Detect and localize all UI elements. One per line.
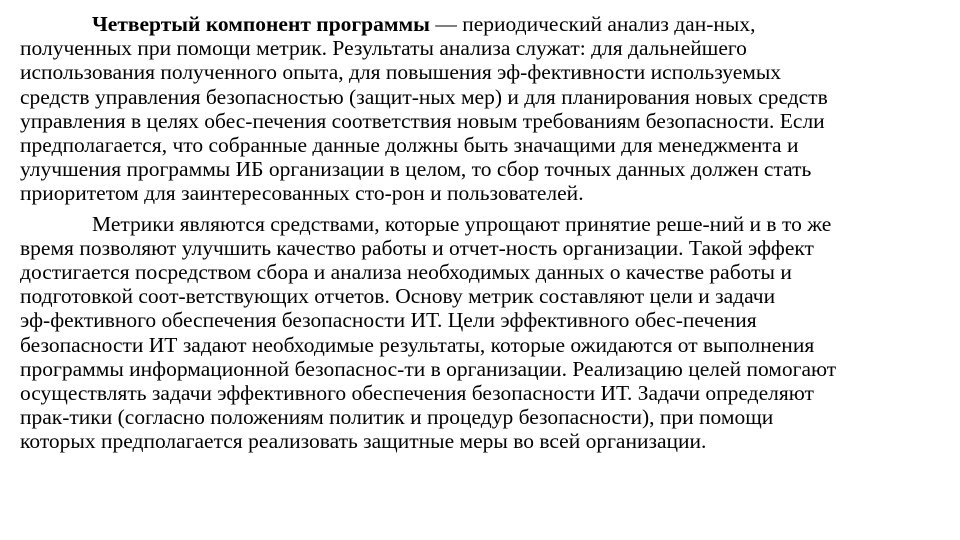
paragraph-line: программы информационной безопаснос-ти в организации. Реализацию целей помогают: [20, 356, 837, 381]
paragraph-line: подготовкой соот-ветствующих отчетов. Основу метрик составляют цели и задачи: [20, 284, 776, 309]
bold-lead-term: Четвертый компонент программы: [92, 12, 430, 36]
paragraph-line: осуществлять задачи эффективного обеспечения безопасности ИТ. Задачи определяют: [20, 381, 814, 406]
paragraph-line: которых предполагается реализовать защитные меры во всей организации.: [20, 429, 707, 454]
paragraph-metrics: [20, 212, 940, 454]
paragraph-line: предполагается, что собранные данные должны быть значащими для менеджмента и: [20, 133, 799, 158]
paragraph-line: приоритетом для заинтересованных сто-рон и пользователей.: [20, 181, 584, 206]
paragraph-line: прак-тики (согласно положениям политик и процедур безопасности), при помощи: [20, 405, 774, 430]
paragraph-line: эф-фективного обеспечения безопасности ИТ. Цели эффективного обес-печения: [20, 308, 757, 333]
paragraph-line: достигается посредством сбора и анализа необходимых данных о качестве работы и: [20, 260, 792, 285]
paragraph-line: полученных при помощи метрик. Результаты анализа служат: для дальнейшего: [20, 36, 747, 61]
paragraph-line: средств управления безопасностью (защит-ных мер) и для планирования новых средств: [20, 84, 828, 109]
paragraph-fourth-component: [20, 12, 940, 206]
document-page: [20, 12, 940, 454]
paragraph-line: управления в целях обес-печения соответствия новым требованиям безопасности. Если: [20, 108, 825, 133]
paragraph-line: безопасности ИТ задают необходимые результаты, которые ожидаются от выполнения: [20, 332, 815, 357]
paragraph-line: [20, 12, 940, 36]
paragraph-line: улучшения программы ИБ организации в целом, то сбор точных данных должен стать: [20, 157, 812, 182]
paragraph-line: Метрики являются средствами, которые упрощают принятие реше-ний и в то же: [92, 211, 832, 236]
paragraph-line: использования полученного опыта, для повышения эф-фективности используемых: [20, 60, 782, 85]
paragraph-line-text: — периодический анализ дан-ных,: [429, 12, 756, 36]
paragraph-line: время позволяют улучшить качество работы и отчет-ность организации. Такой эффект: [20, 235, 814, 260]
